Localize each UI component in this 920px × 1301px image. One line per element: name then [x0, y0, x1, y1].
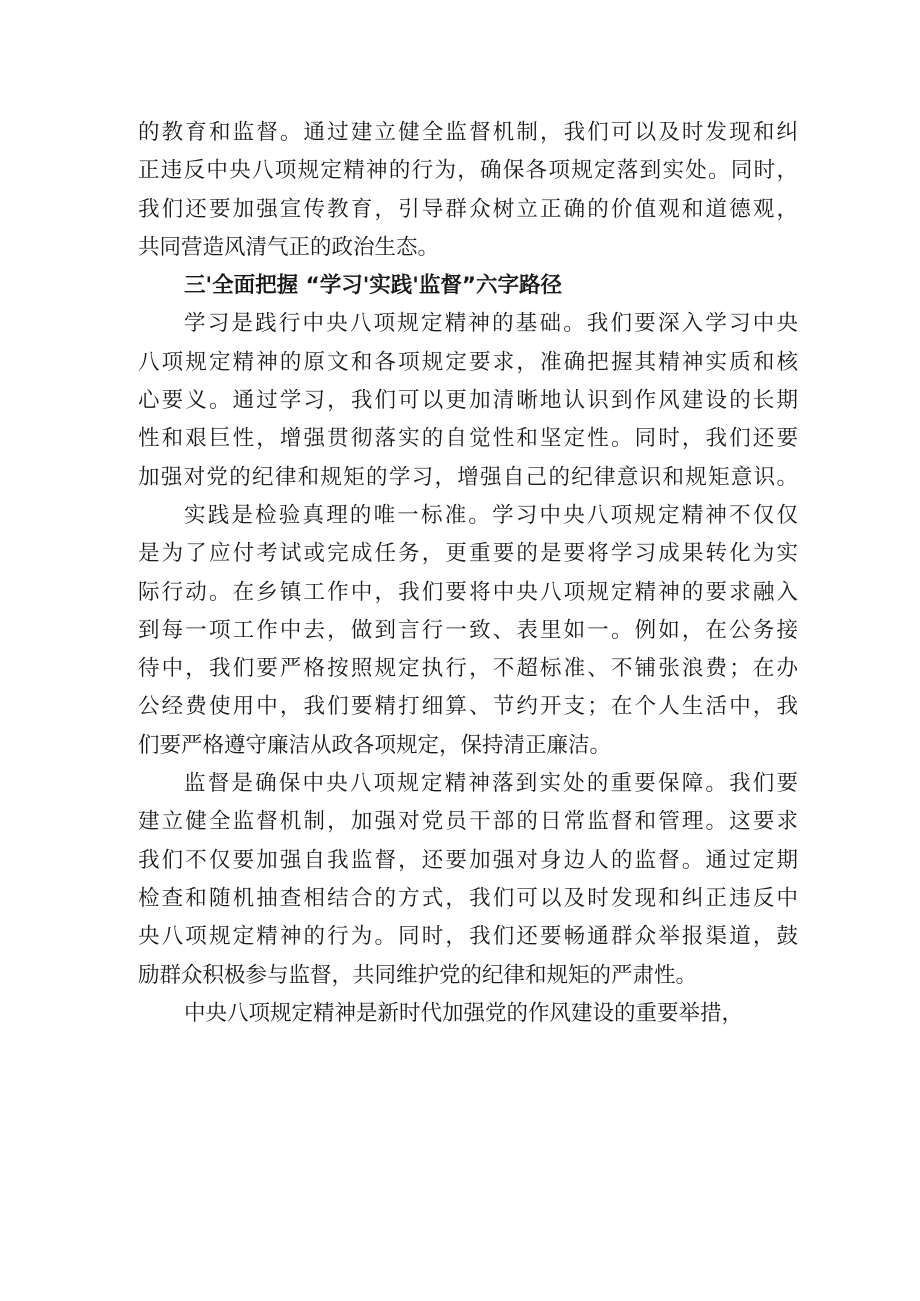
document-body [138, 114, 798, 1033]
paragraph-4-line-2: 建立健全监督机制，加强对党员干部的日常监督和管理。这要求 [138, 809, 798, 835]
paragraph-2-line-3: 心要义。通过学习，我们可以更加清晰地认识到作风建设的长期 [138, 388, 798, 414]
paragraph-2-line-1: 学习是践行中央八项规定精神的基础。我们要深入学习中央 [184, 311, 798, 337]
paragraph-3-line-6: 公经费使用中，我们要精打细算、节约开支；在个人生活中，我 [138, 694, 798, 720]
paragraph-4-line-6: 励群众积极参与监督，共同维护党的纪律和规矩的严肃性。 [138, 962, 698, 988]
paragraph-4-line-1: 监督是确保中央八项规定精神落到实处的重要保障。我们要 [184, 771, 798, 797]
paragraph-4-line-5: 央八项规定精神的行为。同时，我们还要畅通群众举报渠道，鼓 [138, 924, 798, 950]
paragraph-1-line-2: 正违反中央八项规定精神的行为，确保各项规定落到实处。同时， [138, 158, 798, 184]
paragraph-1-line-1: 的教育和监督。通过建立健全监督机制，我们可以及时发现和纠 [138, 120, 798, 145]
paragraph-3-line-4: 到每一项工作中去，做到言行一致、表里如一。例如，在公务接 [138, 617, 798, 643]
paragraph-2-line-2: 八项规定精神的原文和各项规定要求，准确把握其精神实质和核 [138, 349, 798, 375]
paragraph-1-line-4: 共同营造风清气正的政治生态。 [138, 234, 440, 260]
paragraph-4-line-4: 检查和随机抽查相结合的方式，我们可以及时发现和纠正违反中 [138, 885, 798, 911]
paragraph-3-line-7: 们要严格遵守廉洁从政各项规定，保持清正廉洁。 [138, 732, 612, 758]
paragraph-1-line-3: 我们还要加强宣传教育，引导群众树立正确的价值观和道德观， [138, 196, 798, 222]
section-heading: 三'全面把握 “学习'实践'监督”六字路径 [184, 273, 562, 299]
paragraph-2-line-5: 加强对党的纪律和规矩的学习，增强自己的纪律意识和规矩意识。 [138, 464, 798, 490]
paragraph-4-line-3: 我们不仅要加强自我监督，还要加强对身边人的监督。通过定期 [138, 847, 798, 873]
paragraph-2-line-4: 性和艰巨性，增强贯彻落实的自觉性和坚定性。同时，我们还要 [138, 426, 798, 452]
paragraph-3-line-1: 实践是检验真理的唯一标准。学习中央八项规定精神不仅仅 [184, 502, 798, 528]
paragraph-5-line-1: 中央八项规定精神是新时代加强党的作风建设的重要举措， [184, 1000, 744, 1026]
paragraph-3-line-2: 是为了应付考试或完成任务，更重要的是要将学习成果转化为实 [138, 541, 798, 567]
paragraph-3-line-5: 待中，我们要严格按照规定执行，不超标准、不铺张浪费；在办 [138, 656, 798, 682]
paragraph-3-line-3: 际行动。在乡镇工作中，我们要将中央八项规定精神的要求融入 [138, 579, 798, 605]
